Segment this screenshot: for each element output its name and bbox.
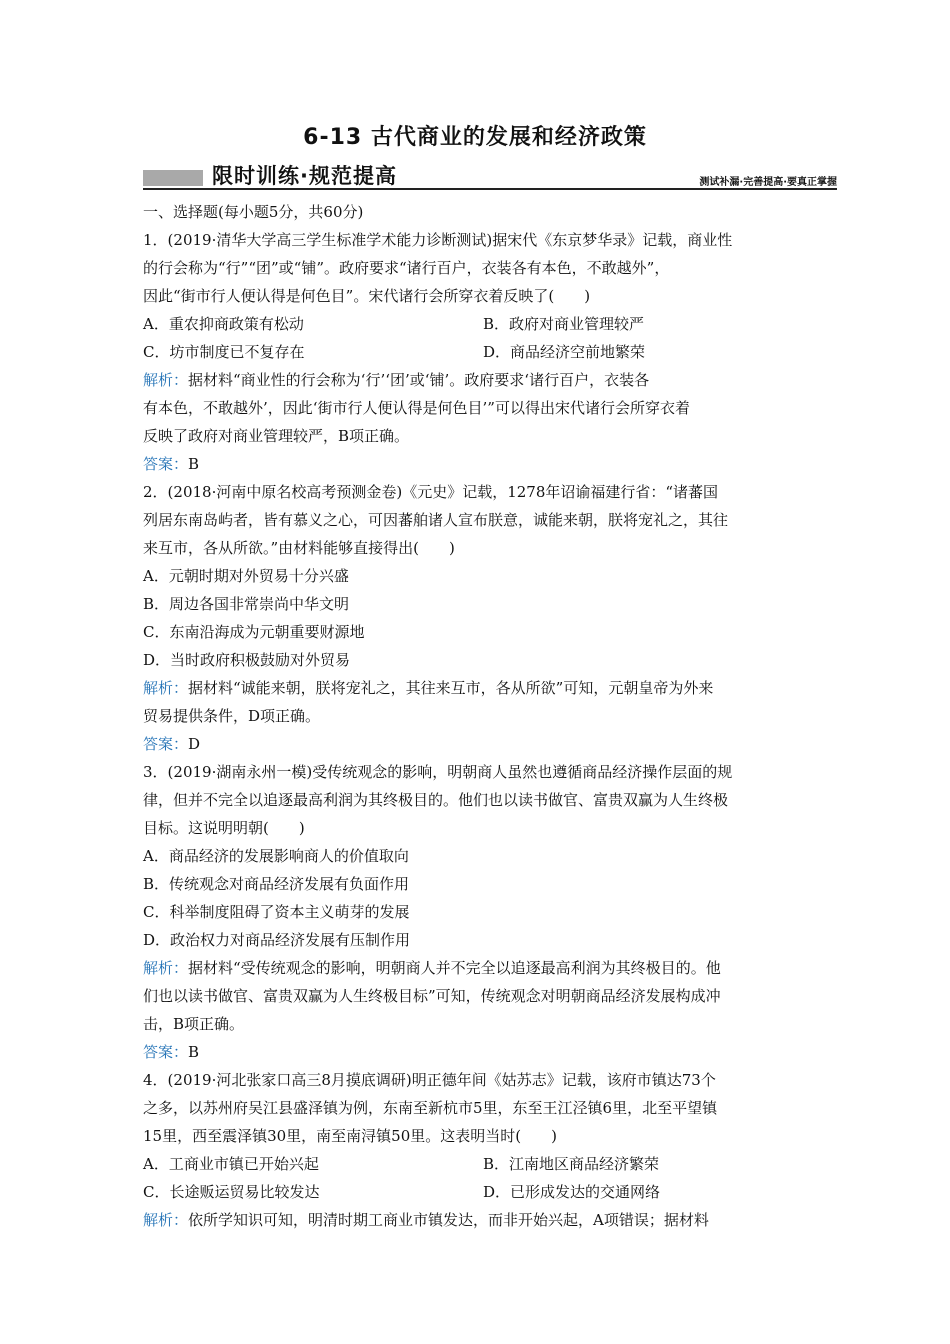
question-2-line-2: 列居东南岛屿者，皆有慕义之心，可因蕃舶诸人宣布朕意，诚能来朝，朕将宠礼之，其往: [143, 511, 729, 529]
question-2-option-d: D．当时政府积极鼓励对外贸易: [143, 651, 351, 669]
banner-slogan: 测试补漏·完善提高·要真正掌握: [699, 177, 837, 188]
question-3-answer: 答案：B: [143, 1043, 200, 1061]
question-4-line-3: 15里，西至震泽镇30里，南至南浔镇50里。这表明当时( ): [143, 1127, 557, 1145]
question-1-option-b: B．政府对商业管理较严: [483, 315, 645, 333]
question-3-line-3: 目标。这说明明朝( ): [143, 819, 305, 837]
section-banner: [143, 160, 837, 190]
question-3-line-1: 3．(2019·湖南永州一模)受传统观念的影响，明朝商人虽然也遵循商品经济操作层面的规: [143, 763, 733, 781]
question-4-option-a: A．工商业市镇已开始兴起: [143, 1155, 319, 1173]
question-1-analysis-line-1: 解析：据材料“商业性的行会称为‘行’‘团’或‘铺’。政府要求‘诸行百户，衣装各: [143, 371, 650, 389]
question-1-options-row-1: [143, 310, 823, 338]
answer-label: 答案：: [143, 735, 189, 753]
section-heading: 一、选择题(每小题5分，共60分): [143, 203, 364, 221]
question-3-analysis-line-1: 解析：据材料“受传统观念的影响，明朝商人并不完全以追逐最高利润为其终极目的。他: [143, 959, 721, 977]
question-1-line-2: 的行会称为“行”“团”或“铺”。政府要求“诸行百户，衣装各有本色，不敢越外”，: [143, 259, 670, 277]
banner-rule: [143, 188, 837, 190]
answer-label: 答案：: [143, 1043, 189, 1061]
question-1-line-1: 1．(2019·清华大学高三学生标准学术能力诊断测试)据宋代《东京梦华录》记载，商业性: [143, 231, 733, 249]
question-1-line-3: 因此“街市行人便认得是何色目”。宋代诸行会所穿衣着反映了( ): [143, 287, 591, 305]
question-3-line-2: 律，但并不完全以追逐最高利润为其终极目的。他们也以读书做官、富贵双赢为人生终极: [143, 791, 729, 809]
banner-gray-bar: [143, 170, 203, 186]
question-1-options-row-2: [143, 338, 823, 366]
question-3-option-b: B．传统观念对商品经济发展有负面作用: [143, 875, 410, 893]
question-3-option-a: A．商品经济的发展影响商人的价值取向: [143, 847, 409, 865]
question-4-option-d: D．已形成发达的交通网络: [483, 1183, 661, 1201]
question-2-option-a: A．元朝时期对外贸易十分兴盛: [143, 567, 349, 585]
analysis-label: 解析：: [143, 371, 189, 389]
question-2-answer: 答案：D: [143, 735, 201, 753]
question-4-option-b: B．江南地区商品经济繁荣: [483, 1155, 660, 1173]
question-1: [143, 226, 823, 478]
question-1-answer: 答案：B: [143, 455, 200, 473]
question-4-option-c: C．长途贩运贸易比较发达: [143, 1183, 320, 1201]
question-2-line-1: 2．(2018·河南中原名校高考预测金卷)《元史》记载，1278年诏谕福建行省：“诸蕃国: [143, 483, 719, 501]
question-content: [143, 198, 823, 1234]
question-3: [143, 758, 823, 1066]
answer-label: 答案：: [143, 455, 189, 473]
question-2-option-b: B．周边各国非常崇尚中华文明: [143, 595, 350, 613]
question-4-analysis-line-1: 解析：依所学知识可知，明清时期工商业市镇发达，而非开始兴起，A项错误；据材料: [143, 1211, 709, 1229]
question-3-analysis-line-3: 击，B项正确。: [143, 1015, 245, 1033]
question-2-line-3: 来互市，各从所欲。”由材料能够直接得出( ): [143, 539, 455, 557]
question-4-options-row-1: [143, 1150, 823, 1178]
banner-title: 限时训练·规范提高: [212, 164, 397, 188]
question-2-analysis-line-2: 贸易提供条件，D项正确。: [143, 707, 321, 725]
analysis-label: 解析：: [143, 959, 189, 977]
page-title: 6-13 古代商业的发展和经济政策: [303, 125, 647, 150]
question-1-analysis-line-2: 有本色，不敢越外’，因此‘街市行人便认得是何色目’”可以得出宋代诸行会所穿衣着: [143, 399, 690, 417]
question-4-options-row-2: [143, 1178, 823, 1206]
question-3-option-d: D．政治权力对商品经济发展有压制作用: [143, 931, 411, 949]
question-4-line-2: 之多，以苏州府吴江县盛泽镇为例，东南至新杭市5里，东至王江泾镇6里，北至平望镇: [143, 1099, 718, 1117]
analysis-label: 解析：: [143, 1211, 189, 1229]
question-2-analysis-line-1: 解析：据材料“诚能来朝，朕将宠礼之，其往来互市，各从所欲”可知，元朝皇帝为外来: [143, 679, 714, 697]
question-4-line-1: 4．(2019·河北张家口高三8月摸底调研)明正德年间《姑苏志》记载，该府市镇达73个: [143, 1071, 716, 1089]
analysis-label: 解析：: [143, 679, 189, 697]
question-2-option-c: C．东南沿海成为元朝重要财源地: [143, 623, 365, 641]
question-1-option-d: D．商品经济空前地繁荣: [483, 343, 646, 361]
question-1-analysis-line-3: 反映了政府对商业管理较严，B项正确。: [143, 427, 410, 445]
question-1-option-a: A．重农抑商政策有松动: [143, 315, 304, 333]
question-3-analysis-line-2: 们也以读书做官、富贵双赢为人生终极目标”可知，传统观念对明朝商品经济发展构成冲: [143, 987, 721, 1005]
question-3-option-c: C．科举制度阻碍了资本主义萌芽的发展: [143, 903, 410, 921]
question-2: [143, 478, 823, 758]
question-4: [143, 1066, 823, 1234]
question-1-option-c: C．坊市制度已不复存在: [143, 343, 305, 361]
